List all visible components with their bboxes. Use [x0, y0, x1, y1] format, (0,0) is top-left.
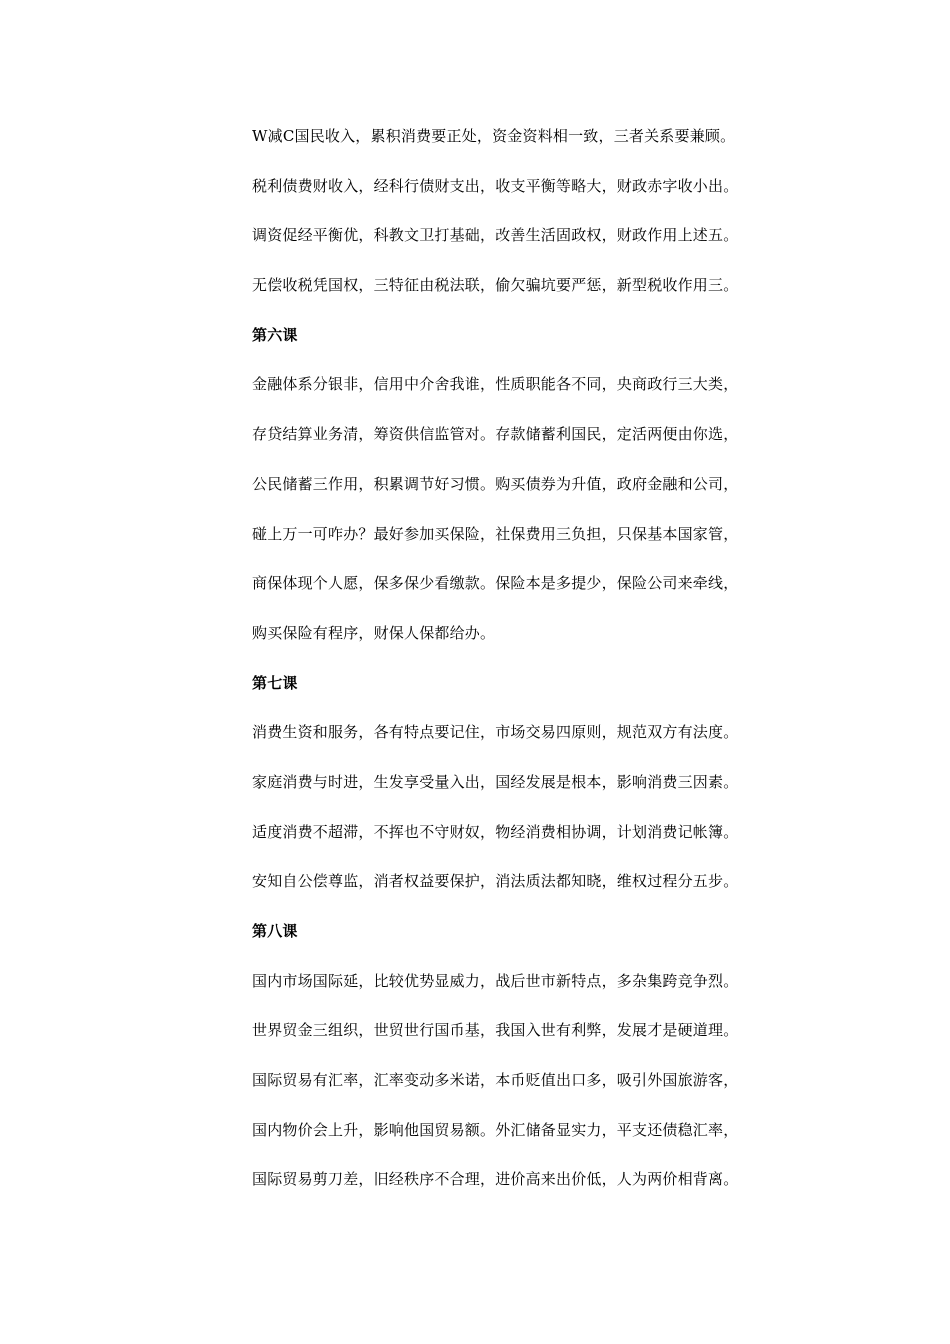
- text-line: 无偿收税凭国权，三特征由税法联，偷欠骗坑要严惩，新型税收作用三。: [252, 276, 739, 295]
- text-line: 存贷结算业务清，筹资供信监管对。存款储蓄利国民，定活两便由你选，: [252, 425, 739, 444]
- document-page: [252, 112, 792, 1205]
- text-line: 国内市场国际延，比较优势显威力，战后世市新特点，多杂集跨竞争烈。: [252, 971, 739, 990]
- text-line: 购买保险有程序，财保人保都给办。: [252, 623, 496, 642]
- text-line: 世界贸金三组织，世贸世行国币基，我国入世有利弊，发展才是硬道理。: [252, 1021, 739, 1040]
- text-line: 碰上万一可咋办？最好参加买保险，社保费用三负担，只保基本国家管，: [252, 524, 739, 543]
- text-line: 消费生资和服务，各有特点要记住，市场交易四原则，规范双方有法度。: [252, 723, 739, 742]
- text-line: 安知自公偿尊监，消者权益要保护，消法质法都知晓，维权过程分五步。: [252, 872, 739, 891]
- section-heading-lesson-8: 第八课: [252, 922, 298, 940]
- text-line: 国际贸易剪刀差，旧经秩序不合理，进价高来出价低，人为两价相背离。: [252, 1170, 739, 1189]
- section-heading-lesson-6: 第六课: [252, 325, 298, 344]
- text-line: 国际贸易有汇率，汇率变动多米诺，本币贬值出口多，吸引外国旅游客，: [252, 1071, 739, 1090]
- text-line: 商保体现个人愿，保多保少看缴款。保险本是多提少，保险公司来牵线，: [252, 574, 739, 593]
- text-line: 家庭消费与时进，生发享受量入出，国经发展是根本，影响消费三因素。: [252, 772, 739, 791]
- text-line: 公民储蓄三作用，积累调节好习惯。购买债券为升值，政府金融和公司，: [252, 474, 739, 493]
- text-line: 适度消费不超滞，不挥也不守财奴，物经消费相协调，计划消费记帐簿。: [252, 822, 739, 841]
- text-line: 金融体系分银非，信用中介舍我谁，性质职能各不同，央商政行三大类，: [252, 375, 739, 394]
- section-heading-lesson-7: 第七课: [252, 673, 298, 692]
- text-line: 税利债费财收入，经科行债财支出，收支平衡等略大，财政赤字收小出。: [252, 176, 739, 195]
- text-line: 国内物价会上升，影响他国贸易额。外汇储备显实力，平支还债稳汇率，: [252, 1120, 739, 1139]
- text-line: W减C国民收入，累积消费要正处，资金资料相一致，三者关系要兼顾。: [252, 127, 736, 145]
- text-line: 调资促经平衡优，科教文卫打基础，改善生活固政权，财政作用上述五。: [252, 226, 739, 245]
